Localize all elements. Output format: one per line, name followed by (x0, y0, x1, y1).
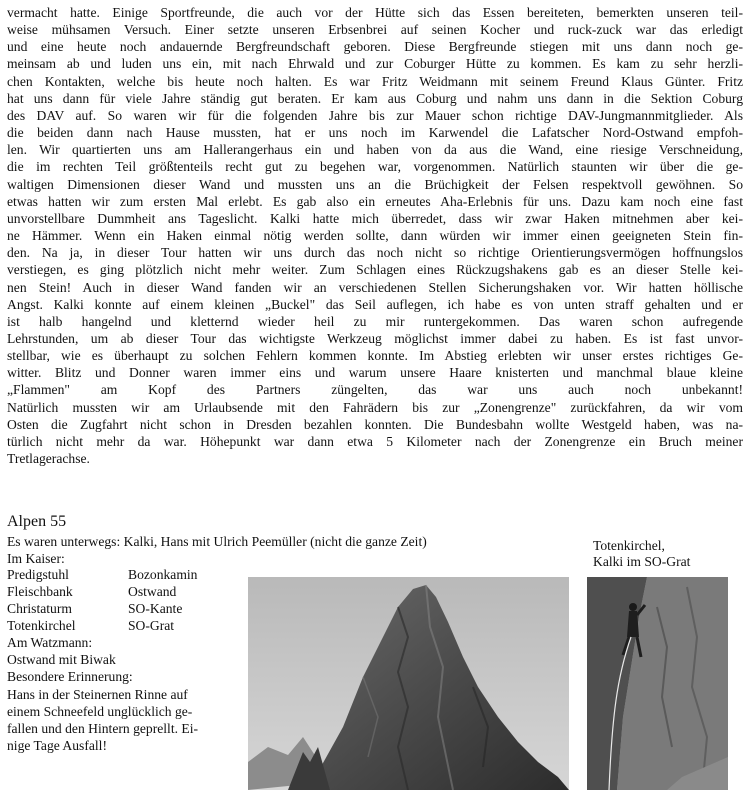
text-line: witter. Blitz und Donner waren immer eins und warum unsere Haare knisterten und manchmal blaue kleine (7, 365, 743, 381)
memory-line: Hans in der Steinernen Rinne auf (7, 687, 188, 702)
text-line: nen Stein! Auch in dieser Wand fanden wir an verschiedenen Stellen Sicherungshaken vor. Wir hatten höllische (7, 279, 743, 295)
text-line: unvorstellbare Dummheit ans Tageslicht. Kalki hatte mich überredet, dass wir zwar Haken mitnehmen aber kei- (7, 210, 743, 226)
region-kaiser: Im Kaiser: (7, 551, 65, 567)
memory-line: einem Schneefeld unglücklich ge- (7, 704, 193, 720)
section-title: Alpen 55 (7, 513, 67, 530)
text-line: stellbar, wie es überhaupt zu solchen Fehlern kommen konnte. Im Abstieg erlebten wir unser erstes richtiges Ge- (7, 348, 743, 364)
climb-route: Ostwand (128, 584, 177, 599)
text-line: Lehrstunden, um ab dieser Tour das wichtigste Werkzeug möglichst immer dabei zu haben. Es ist fast unvor- (7, 330, 743, 346)
text-line: Osten die Zugfahrt nicht schon in Dresden bezahlen konnten. Die Bundesbahn wollte Westgeld haben, was na- (7, 416, 743, 432)
climber-photo (587, 577, 728, 790)
text-line: meinsam ab und luden uns ein, mit nach Ehrwald und zur Coburger Hütte zu kommen. Es kam zu sehr herzli- (7, 56, 743, 72)
text-line: len. Wir quartierten uns am Hallerangerhaus ein und haben von da aus die Wand, eine riesige Verschneidung, (7, 142, 743, 158)
text-line: die beiden dann nach Hause mussten, hat er uns noch im Karwendel die Lafatscher Nord-Ostwand empfoh- (7, 125, 743, 141)
text-line: hat uns dann für viele Jahre ständig gut beraten. Er kam aus Coburg und nahm uns dann in die Sektion Coburg (7, 90, 743, 106)
text-line: türlich nicht mehr da war. Höhepunkt war dann etwa 5 Kilometer nach der Zonengrenze ein Bruch meiner (7, 433, 743, 449)
photo-caption (593, 538, 690, 569)
tour-list (7, 533, 427, 567)
climb-peak: Fleischbank (7, 584, 73, 599)
climb-route: SO-Kante (128, 601, 183, 616)
text-line: weise mühsamen Versuch. Einer setzte unseren Erbsenbrei auf seinen Kocher und ruck-zuck war das erledigt (7, 22, 743, 38)
text-line: waltigen Dimensionen dieser Wand und mussten uns an die Brüchigkeit der Felsen respektvoll gewöhnen. So (7, 176, 743, 192)
climb-route: Bozonkamin (128, 567, 198, 582)
caption-line: Kalki im SO-Grat (593, 553, 691, 569)
memory-text (7, 686, 243, 754)
participants-line: Es waren unterwegs: Kalki, Hans mit Ulrich Peemüller (nicht die ganze Zeit) (7, 534, 427, 549)
memory-line: nige Tage Ausfall! (7, 738, 107, 754)
narrative-text (7, 4, 743, 467)
climb-route: SO-Grat (128, 618, 175, 633)
climb-peak: Christaturm (7, 601, 72, 616)
text-line: ist halb hangelnd und kletternd wieder heil zu mir runtergekommen. Das waren schon aufregende (7, 313, 743, 329)
mountain-peak-photo (248, 577, 569, 790)
text-line: und eine heute noch andauernde Bergfreundschaft geboren. Diese Bergfreunde stiegen mit uns dann noch ge- (7, 39, 743, 55)
memory-title: Besondere Erinnerung: (7, 669, 133, 684)
text-line: Tretlagerachse. (7, 451, 90, 467)
text-line: Natürlich mussten wir am Urlaubsende mit den Fahrädern bis zur „Zonengrenze" zurückfahren, da wir vom (7, 399, 743, 415)
caption-line: Totenkirchel, (593, 538, 665, 553)
text-line: etwas hatten wir zum ersten Mal erlebt. Es gab also ein erneutes Aha-Erlebnis für uns. Dazu kam noch eine fast (7, 193, 743, 209)
text-line: des DAV auf. So waren wir für die folgenden Jahre bis zur Mauer schon richtige DAV-Jungmannmitglieder. Als (7, 107, 743, 123)
text-line: Angst. Kalki konnte auf einem kleinen „Buckel" das Seil auflegen, ich habe es von unten straff gehalten und er (7, 296, 743, 312)
text-line: ne Hämmer. Wenn ein Haken einmal nötig werden sollte, dann würden wir immer einen geeigneten Stein fin- (7, 228, 743, 244)
climb-peak: Predigstuhl (7, 567, 69, 582)
text-line: den. Na ja, in dieser Tour hatten wir uns durch das noch nicht so richtige Orientierungsvermögen hoffnungslos (7, 245, 743, 261)
text-line: verstiegen, es ging plötzlich nicht mehr weiter. Zum Schlagen eines Rückzugshakens gab es an dieser Stelle kei- (7, 262, 743, 278)
region-watzmann: Am Watzmann: (7, 635, 93, 650)
text-line: „Flammen" am Kopf des Partners züngelten, das war uns auch noch unbekannt! (7, 382, 743, 398)
text-line: vermacht hatte. Einige Sportfreunde, die auch vor der Hütte sich das Essen bereiteten, bemerkten unseren teil- (7, 5, 743, 20)
watzmann-route: Ostwand mit Biwak (7, 652, 116, 667)
text-line: chen Kontakten, welche bis heute noch halten. Es war Fritz Weidmann mit seinem Freund Klaus Günter. Fritz (7, 73, 743, 89)
text-line: die im rechten Teil größtenteils recht gut zu begehen war, vorgenommen. Natürlich staunten wir über die ge- (7, 159, 743, 175)
climb-peak: Totenkirchel (7, 618, 76, 633)
memory-line: fallen und den Hintern geprellt. Ei- (7, 721, 199, 737)
